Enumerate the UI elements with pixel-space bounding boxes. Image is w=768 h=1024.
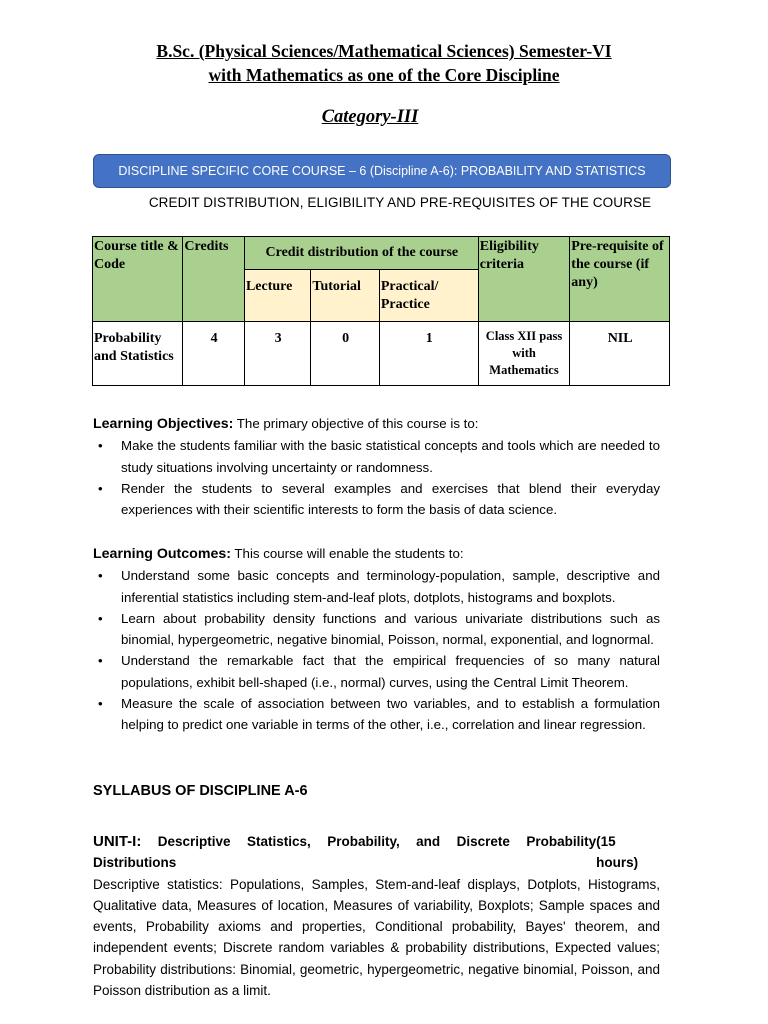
syllabus-heading: SYLLABUS OF DISCIPLINE A-6 xyxy=(93,783,308,799)
header-prerequisite: Pre-requisite of the course (if any) xyxy=(570,237,670,322)
cell-eligibility: Class XII pass with Mathematics xyxy=(478,322,570,386)
outcome-item: • Measure the scale of association between two variables, and to establish a formulation helping to predict one variable in terms of the other, i.e., correlation and linear regression. xyxy=(93,693,660,736)
header-practical: Practical/ Practice xyxy=(379,270,478,322)
unit-1-title: Descriptive Statistics, Probability, and Discrete Probability Distributions xyxy=(93,834,597,871)
unit-1-body: Descriptive statistics: Populations, Samples, Stem-and-leaf displays, Dotplots, Histograms, Qualitative data, Measures of location, Measures of variability, Boxplots; Sample spaces and events, Probability axioms and properties, Conditional probability, Bayes' theorem, and independent events; Discrete random variables & probability distributions, Expected values; Probability distributions: Binomial, geometric, hypergeometric, negative binomial, Poisson, and Poisson distribution as a limit. xyxy=(93,876,660,999)
unit-1-heading xyxy=(93,831,660,874)
document-title-line2: with Mathematics as one of the Core Discipline xyxy=(208,65,560,85)
cell-practical: 1 xyxy=(379,322,478,386)
outcome-item: • Understand some basic concepts and terminology-population, sample, descriptive and inferential statistics including stem-and-leaf plots, dotplots, histograms and boxplots. xyxy=(93,565,660,608)
bullet-icon: • xyxy=(98,610,103,626)
outcome-item: • Learn about probability density functions and various univariate distributions such as binomial, hypergeometric, negative binomial, Poisson, normal, exponential, and lognormal. xyxy=(93,608,660,651)
cell-prerequisite: NIL xyxy=(570,322,670,386)
credit-distribution-heading: CREDIT DISTRIBUTION, ELIGIBILITY AND PRE-REQUISITES OF THE COURSE xyxy=(148,195,652,210)
unit-1-label: UNIT-I: xyxy=(93,833,142,850)
objective-item: • Make the students familiar with the basic statistical concepts and tools which are needed to study situations involving uncertainty or randomness. xyxy=(93,435,660,478)
credit-table xyxy=(92,236,670,386)
header-course-title: Course title & Code xyxy=(93,237,183,322)
learning-objectives-heading: Learning Objectives: xyxy=(93,416,234,432)
category-heading: Category-III xyxy=(321,107,419,127)
document-title-line1: B.Sc. (Physical Sciences/Mathematical Sciences) Semester-VI xyxy=(156,41,612,61)
bullet-icon: • xyxy=(98,568,103,584)
header-tutorial: Tutorial xyxy=(311,270,379,322)
learning-outcomes-intro: This course will enable the students to: xyxy=(230,546,464,561)
bullet-icon: • xyxy=(98,438,103,454)
cell-lecture: 3 xyxy=(244,322,310,386)
unit-1-section xyxy=(93,831,660,1001)
header-credit-distribution: Credit distribution of the course xyxy=(244,237,478,270)
learning-outcomes-section xyxy=(93,543,660,736)
learning-objectives-section xyxy=(93,413,660,520)
unit-1-hours: (15 hours) xyxy=(596,834,639,871)
header-eligibility: Eligibility criteria xyxy=(478,237,570,322)
bullet-icon: • xyxy=(98,696,103,712)
bullet-icon: • xyxy=(98,653,103,669)
outcome-item: • Understand the remarkable fact that the empirical frequencies of so many natural populations, exhibit bell-shaped (i.e., normal) curves, using the Central Limit Theorem. xyxy=(93,650,660,693)
course-banner xyxy=(93,154,671,188)
header-lecture: Lecture xyxy=(244,270,310,322)
cell-tutorial: 0 xyxy=(311,322,379,386)
cell-course-title: Probability and Statistics xyxy=(93,322,183,386)
course-banner-text: DISCIPLINE SPECIFIC CORE COURSE – 6 (Discipline A-6): PROBABILITY AND STATISTICS xyxy=(118,164,646,178)
header-credits: Credits xyxy=(183,237,245,322)
objective-item: • Render the students to several examples and exercises that blend their everyday experiences with their scientific interests to form the basis of data science. xyxy=(93,478,660,521)
learning-objectives-intro: The primary objective of this course is to: xyxy=(233,416,479,431)
cell-credits: 4 xyxy=(183,322,245,386)
bullet-icon: • xyxy=(98,480,103,496)
learning-outcomes-heading: Learning Outcomes: xyxy=(93,546,231,562)
